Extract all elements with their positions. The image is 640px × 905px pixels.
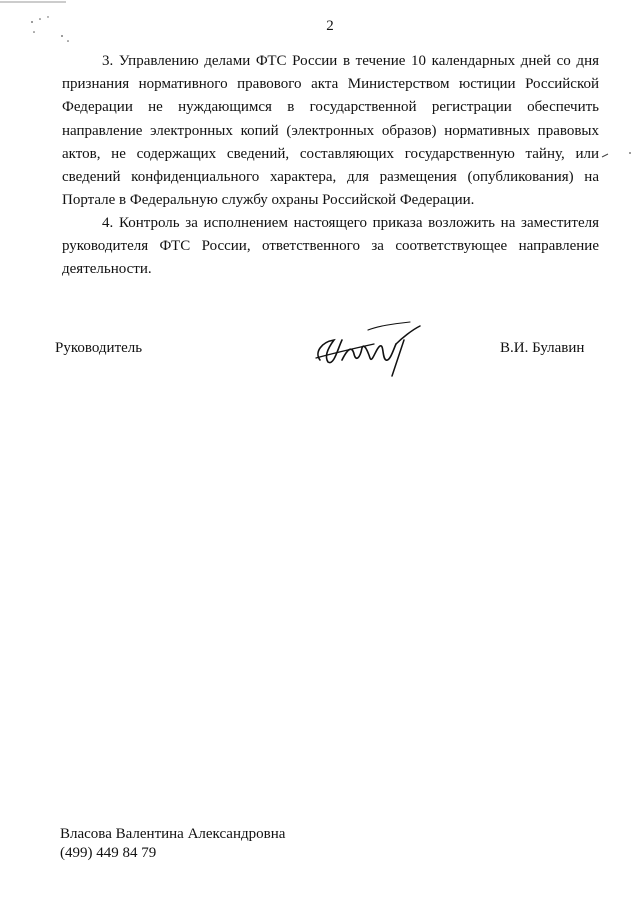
signer-title: Руководитель <box>55 340 143 356</box>
scan-artifact-top-edge <box>0 0 70 4</box>
contact-block <box>60 825 285 863</box>
contact-phone: (499) 449 84 79 <box>60 845 157 861</box>
paragraph-3 <box>62 50 599 212</box>
handwritten-signature <box>308 318 426 380</box>
paragraph-3-text: 3. Управлению делами ФТС России в течение 10 календарных дней со дня признания нормативного правового акта Министерством юстиции Российской Федерации не нуждающимся в государственной регистрации обеспечить направление электронных копий (электронных образов) нормативных правовых актов, не содержащих сведений, составляющих государственную тайну, или сведений конфиденциального характера, для размещения (опубликования) на Портале в Федеральную службу охраны Российской Федерации. <box>62 53 599 209</box>
paragraph-4 <box>62 212 599 282</box>
contact-name: Власова Валентина Александровна <box>60 826 286 842</box>
paragraph-4-text: 4. Контроль за исполнением настоящего приказа возложить на заместителя руководителя ФТС России, ответственного за соответствующее направление деятельности. <box>62 215 599 278</box>
page-number: 2 <box>326 18 334 34</box>
scan-artifact-right-mark <box>600 148 640 162</box>
signer-name: В.И. Булавин <box>500 340 585 356</box>
